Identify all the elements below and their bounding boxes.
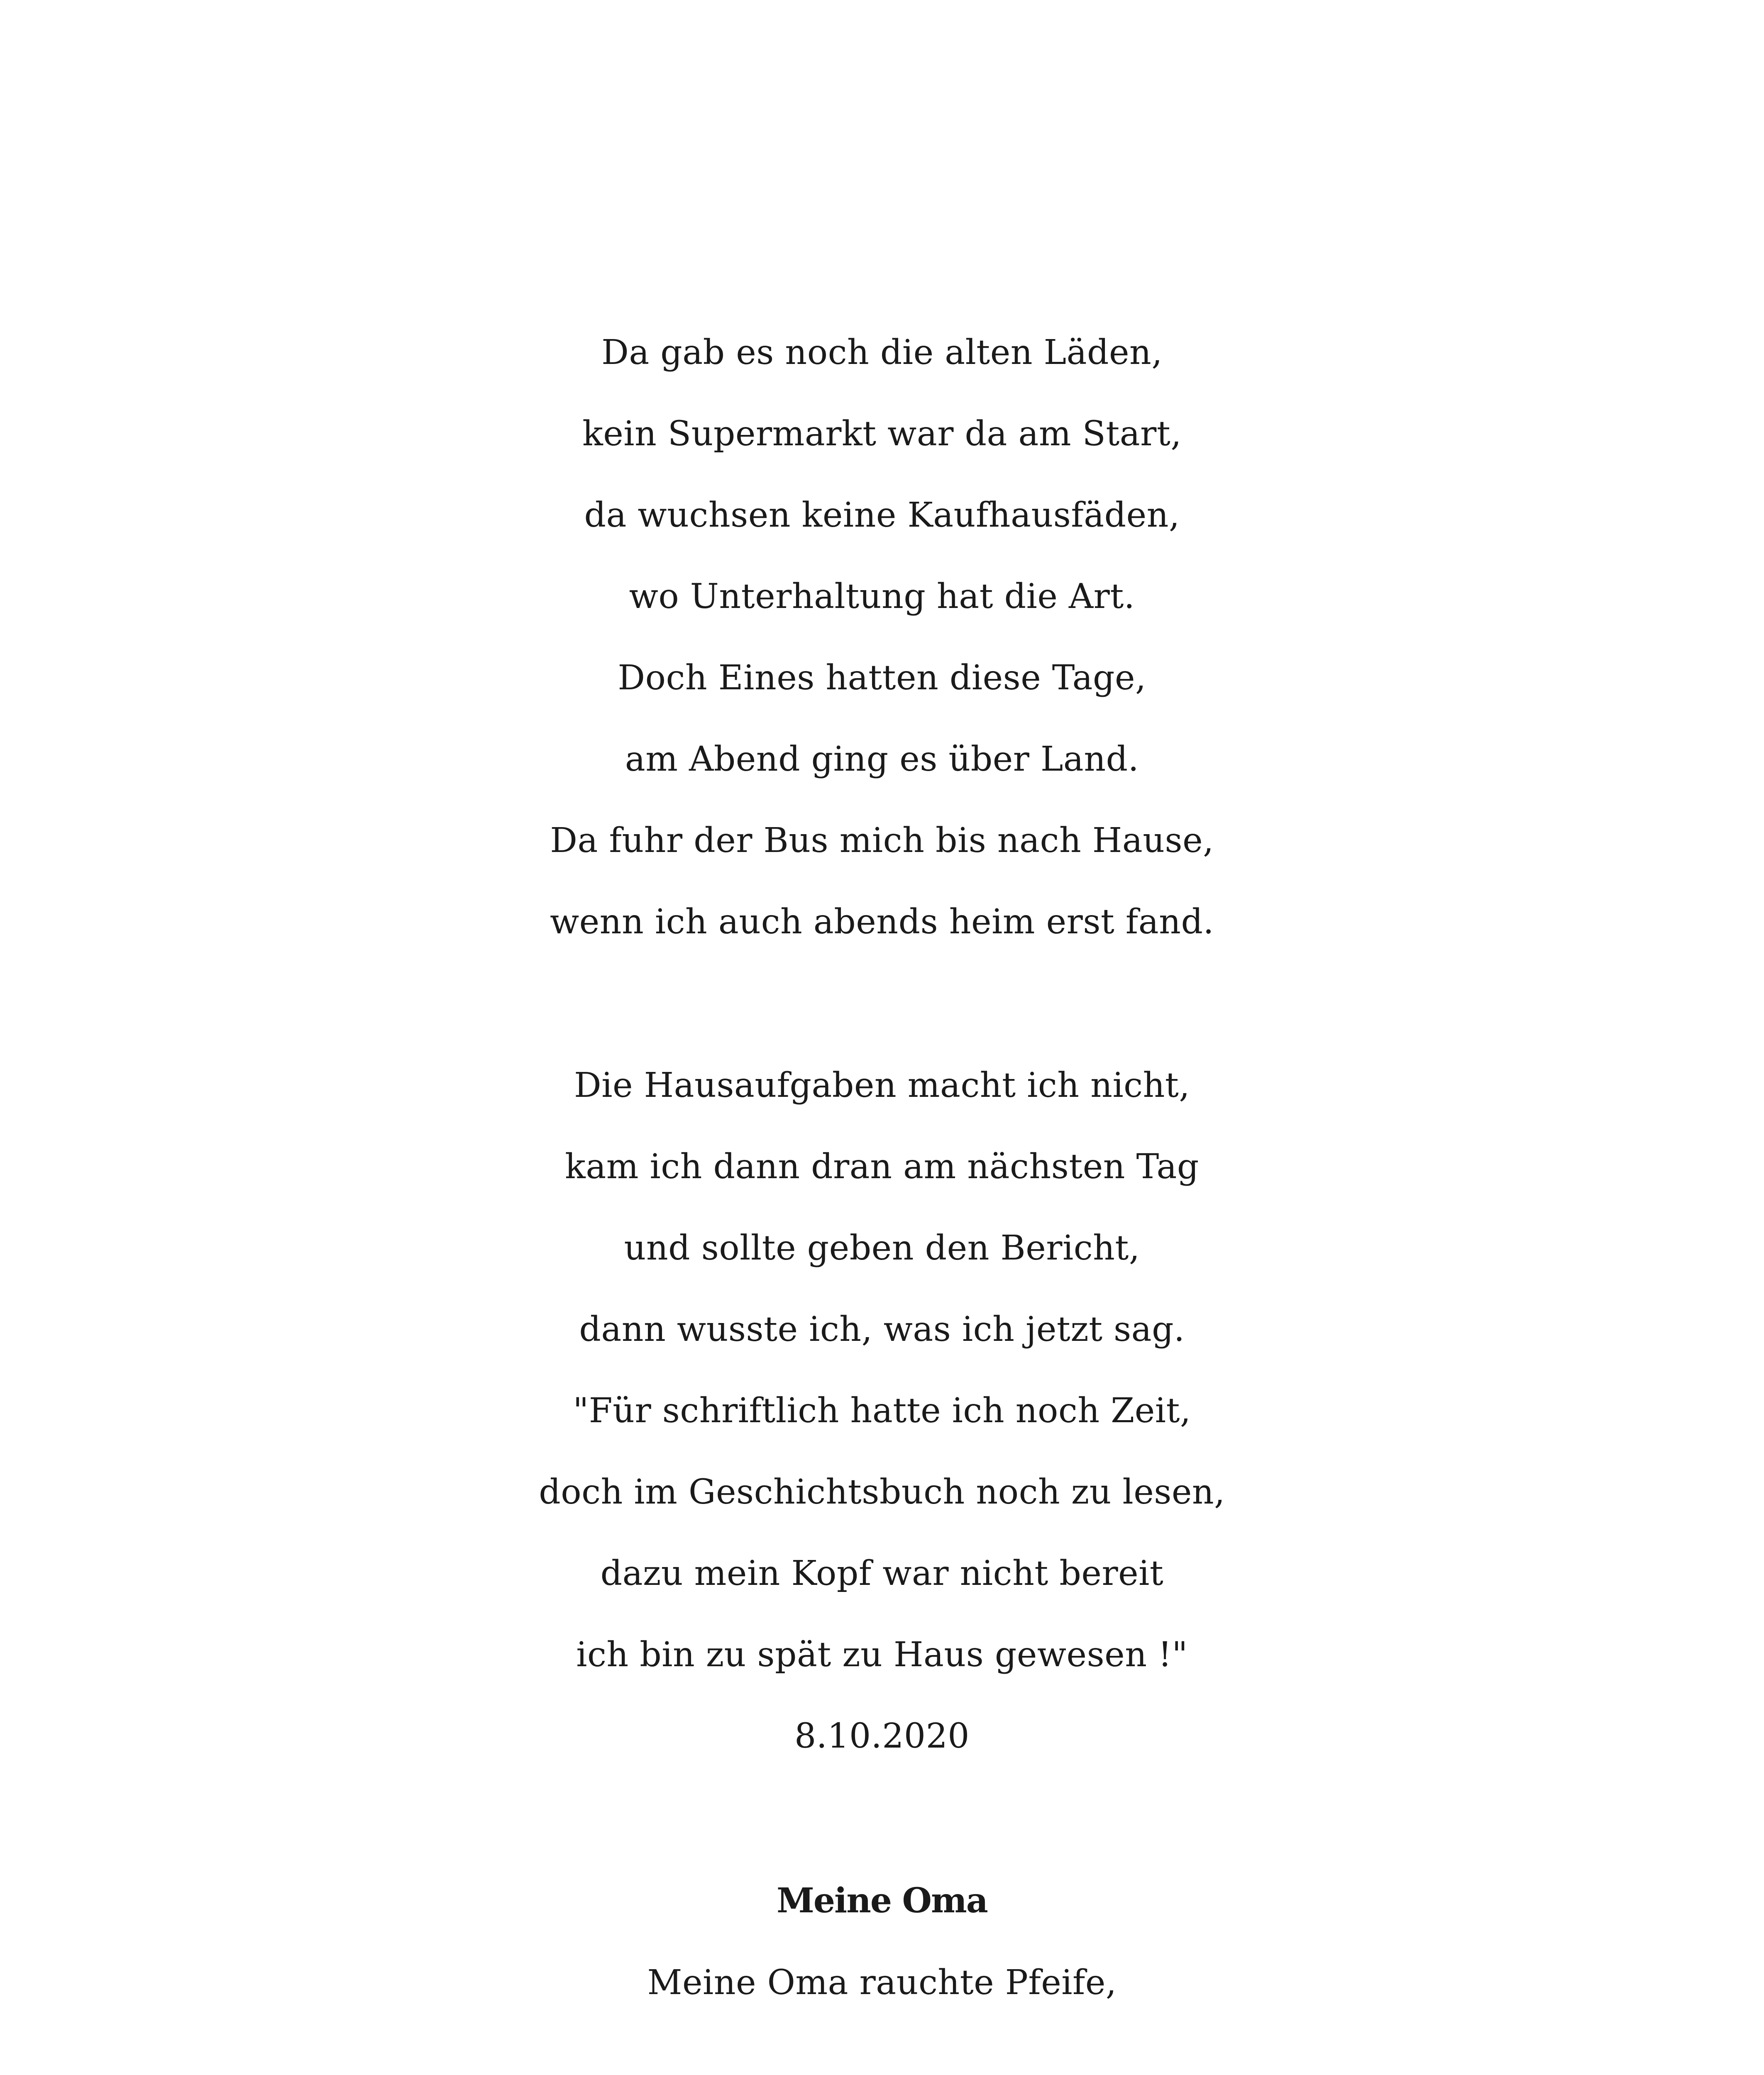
poem-line: dazu mein Kopf war nicht bereit bbox=[600, 1554, 1164, 1593]
page-number bbox=[196, 2073, 233, 2075]
poem-line: Die Hausaufgaben macht ich nicht, bbox=[574, 1066, 1190, 1105]
poem-line: kam ich dann dran am nächsten Tag bbox=[565, 1147, 1199, 1186]
poem-line: ich bin zu spät zu Haus gewesen !" bbox=[576, 1635, 1188, 1675]
poem-line: Doch Eines hatten diese Tage, bbox=[618, 658, 1146, 698]
poem-line: wenn ich auch abends heim erst fand. bbox=[550, 902, 1214, 942]
poem-line: Da gab es noch die alten Läden, bbox=[601, 333, 1163, 372]
poem-line: doch im Geschichtsbuch noch zu lesen, bbox=[539, 1472, 1225, 1512]
poem-line: Meine Oma rauchte Pfeife, bbox=[647, 1963, 1117, 2002]
poem-line: am Abend ging es über Land. bbox=[625, 740, 1139, 779]
poem-line: und sollte geben den Bericht, bbox=[624, 1228, 1140, 1268]
poem-date: 8.10.2020 bbox=[794, 1716, 970, 1756]
poem-line: kein Supermarkt war da am Start, bbox=[582, 414, 1182, 454]
poem-title: Meine Oma bbox=[777, 1881, 987, 1921]
poem-line: Da fuhr der Bus mich bis nach Hause, bbox=[550, 821, 1214, 860]
poem-line: "Für schriftlich hatte ich noch Zeit, bbox=[573, 1391, 1191, 1431]
poem-line: dann wusste ich, was ich jetzt sag. bbox=[579, 1310, 1185, 1349]
poem-line: da wuchsen keine Kaufhausfäden, bbox=[584, 496, 1180, 535]
poem-line: wo Unterhaltung hat die Art. bbox=[629, 577, 1135, 616]
